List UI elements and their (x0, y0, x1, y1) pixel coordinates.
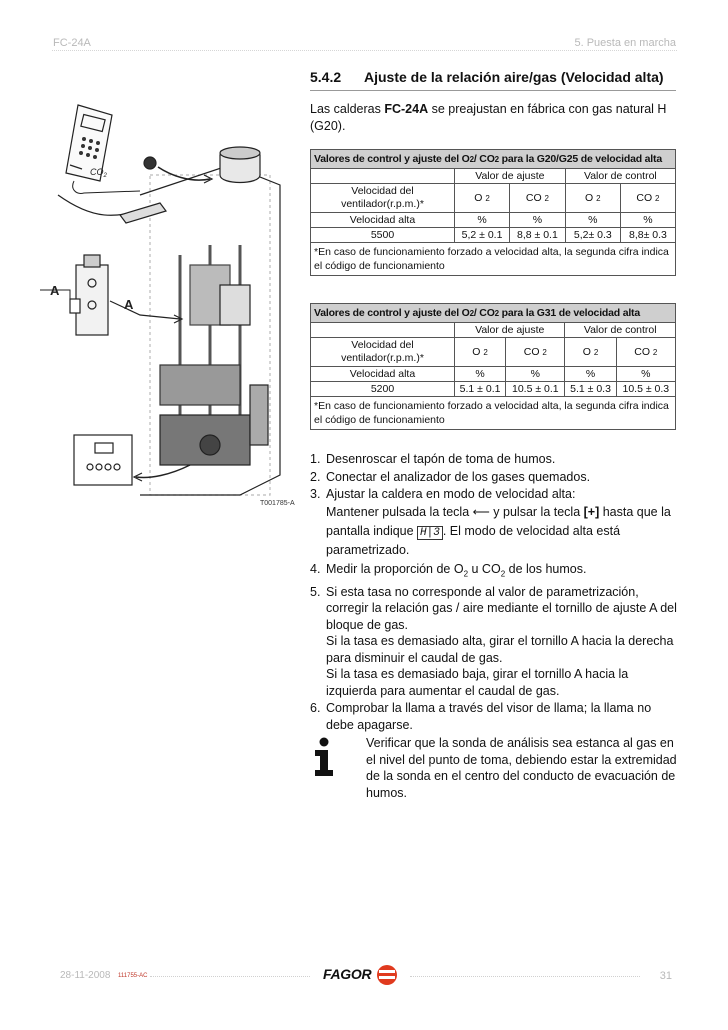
list-item: 5. Si esta tasa no corresponde al valor de parametrización, corregir la relación gas / aire mediante el tornillo de ajuste A del bloque de gas. Si la tasa es demasiado alta, girar el tornillo A hacia la derecha para disminuir el caudal de gas. Si la tasa es demasiado baja, girar el tornillo A hacia la izquierda para aumentar el caudal de gas. (310, 584, 677, 698)
values-table-g20-g25: Valores de control y ajuste del O2/ CO2 para la G20/G25 de velocidad alta Valor de ajuste Valor de control Velocidad del ventilador(r.p.m.)* O 2 CO 2 O 2 CO 2 Velocidad alta % % % % 5500 5,2 ± 0.1 8,8 ± 0.1 5,2± 0.3 8,8± 0.3 *En caso de funcionamiento forzado a velocidad alta, la segunda cifra indica el código de funcionamiento (310, 149, 676, 276)
header-chapter: 5. Puesta en marcha (574, 37, 676, 49)
table-cell: 5,2 ± 0.1 (455, 228, 510, 243)
fan-speed-label: Velocidad del ventilador(r.p.m.)* (311, 338, 455, 367)
footer-doc-code: 111755-AC (118, 973, 148, 979)
list-item: 6. Comprobar la llama a través del visor de llama; la llama no debe apagarse. (310, 701, 652, 732)
info-icon (312, 737, 336, 777)
header-doc-model: FC-24A (53, 37, 91, 49)
table-cell: 5,2± 0.3 (565, 228, 620, 243)
o2-header: O 2 (565, 184, 620, 213)
procedure-steps (310, 451, 678, 734)
values-table-g31: Valores de control y ajuste del O2/ CO2 para la G31 de velocidad alta Valor de ajuste Valor de control Velocidad del ventilador(r.p.m.)* O 2 CO 2 O 2 CO 2 Velocidad alta % % % % 5200 5.1 ± 0.1 10.5 ± 0.1 5.1 ± 0.3 10.5 ± 0.3 *En caso de funcionamiento forzado a velocidad alta, la segunda cifra indica el código de funcionamiento (310, 303, 676, 430)
intro-model: FC-24A (384, 102, 429, 116)
boiler-illustration (40, 95, 290, 515)
table-cell: 5.1 ± 0.3 (565, 382, 616, 397)
intro-paragraph: Las calderas FC-24A se preajustan en fábrica con gas natural H (G20). (310, 102, 667, 133)
table-cell: 10.5 ± 0.3 (616, 382, 675, 397)
fagor-logo-icon (375, 964, 399, 986)
co2-header: CO 2 (620, 184, 675, 213)
header-control-value: Valor de control (565, 169, 675, 184)
info-note: Verificar que la sonda de análisis sea estanca al gas en el nivel del punto de toma, debiendo estar la extremidad de la sonda en el centro del conducto de evacuación de humos. (366, 736, 677, 800)
co2-probe-label: $CO_2$ (90, 167, 107, 179)
header-divider (52, 50, 677, 51)
table-title: Valores de control y ajuste del O2/ CO2 para la G31 de velocidad alta (311, 304, 676, 323)
return-key-icon: ⟵ (472, 504, 490, 519)
section-rule (310, 90, 676, 91)
table-footnote: *En caso de funcionamiento forzado a velocidad alta, la segunda cifra indica el código de funcionamiento (311, 243, 676, 276)
list-item: 4. Medir la proporción de $O_2$ u $CO_2$ de los humos. (310, 561, 587, 578)
header-control-value: Valor de control (565, 323, 676, 338)
rpm-value: 5500 (311, 228, 455, 243)
o2-header: O 2 (565, 338, 616, 367)
table-cell: 5.1 ± 0.1 (455, 382, 506, 397)
list-item: 3. Ajustar la caldera en modo de velocidad alta: Mantener pulsada la tecla ⟵ y pulsar la tecla [+] hasta que la pantalla indique H|3 . El modo de velocidad alta está parametrizado. (310, 487, 671, 557)
footer-divider (410, 976, 640, 977)
fan-speed-label: Velocidad del ventilador(r.p.m.)* (311, 184, 455, 213)
section-number: 5.4.2 (310, 69, 342, 85)
co2-header: CO 2 (506, 338, 565, 367)
o2-header: O 2 (455, 184, 510, 213)
screw-a-label-right: A (124, 297, 134, 312)
table-title: Valores de control y ajuste del O2/ CO2 para la G20/G25 de velocidad alta (311, 150, 676, 169)
row-label: Velocidad alta (311, 213, 455, 228)
list-item: 1. Desenroscar el tapón de toma de humos. (310, 452, 556, 466)
footer-date: 28-11-2008 (60, 970, 111, 981)
gas-analyser-icon (66, 105, 140, 193)
page-number: 31 (659, 970, 672, 982)
co2-header: CO 2 (510, 184, 566, 213)
row-label: Velocidad alta (311, 367, 455, 382)
section-heading (310, 69, 676, 85)
rpm-value: 5200 (311, 382, 455, 397)
header-adjust-value: Valor de ajuste (455, 323, 565, 338)
table-cell: 10.5 ± 0.1 (506, 382, 565, 397)
table-footnote: *En caso de funcionamiento forzado a velocidad alta, la segunda cifra indica el código de funcionamiento (311, 397, 676, 430)
o2-header: O 2 (455, 338, 506, 367)
plus-key: [+] (583, 504, 600, 519)
header-adjust-value: Valor de ajuste (455, 169, 566, 184)
list-item: 2. Conectar el analizador de los gases quemados. (310, 469, 591, 484)
table-cell: 8,8 ± 0.1 (510, 228, 566, 243)
section-title: Ajuste de la relación aire/gas (Velocidad alta) (364, 69, 664, 85)
footer-divider (150, 976, 310, 977)
co2-header: CO 2 (616, 338, 675, 367)
figure-code: T001785-A (260, 500, 295, 507)
display-readout: H|3 (417, 526, 443, 540)
screw-a-label-left: A (50, 283, 60, 298)
table-cell: 8,8± 0.3 (620, 228, 675, 243)
